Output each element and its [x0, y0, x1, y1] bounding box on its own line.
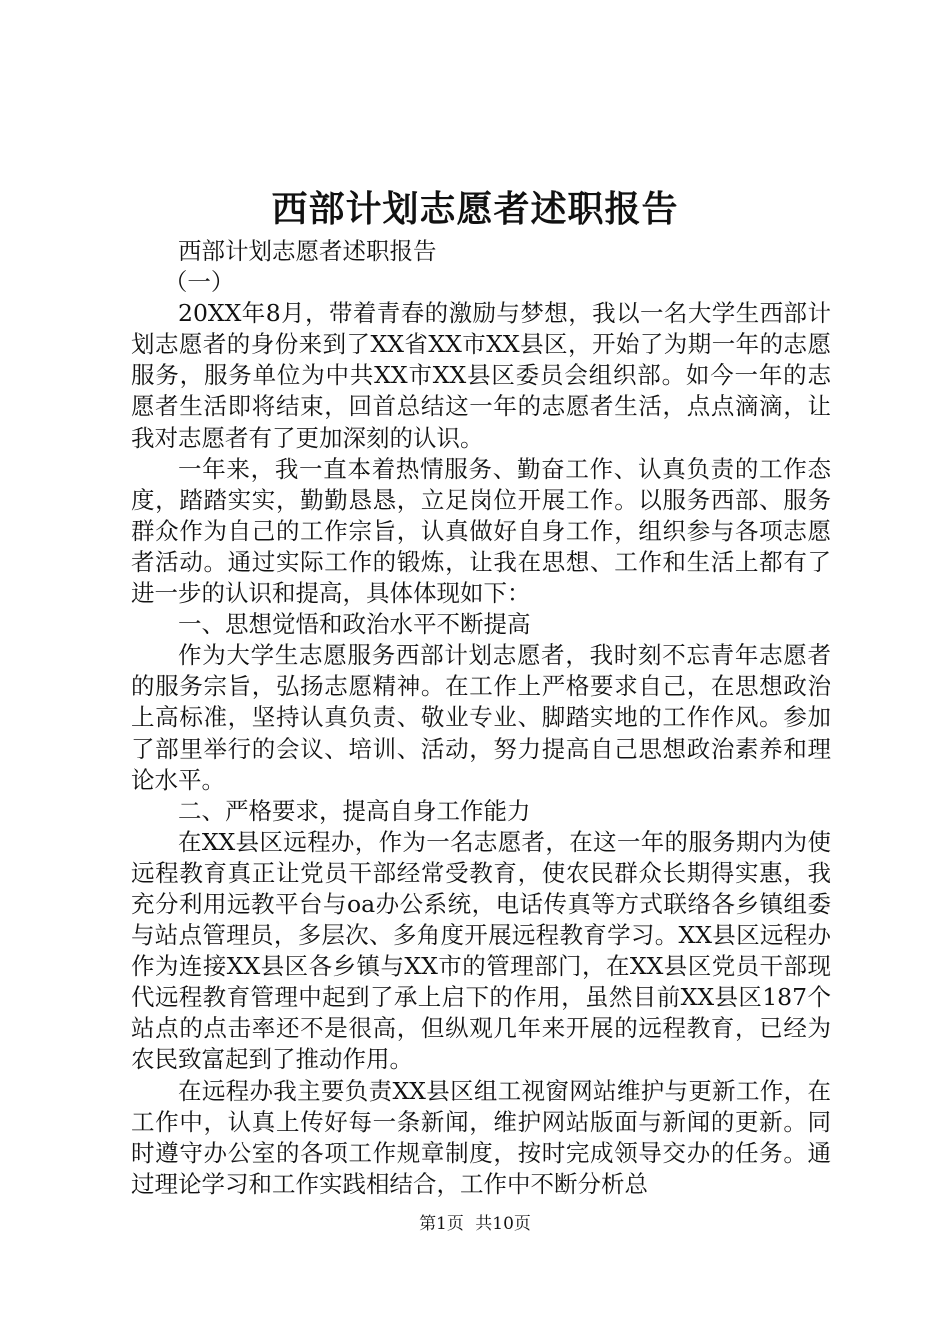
document-body	[131, 236, 831, 1200]
body-paragraph: 20XX年8月，带着青春的激励与梦想，我以一名大学生西部计划志愿者的身份来到了XX省XX市XX县区，开始了为期一年的志愿服务，服务单位为中共XX市XX县区委员会组织部。如今一年的志愿者生活即将结束，回首总结这一年的志愿者生活，点点滴滴，让我对志愿者有了更加深刻的认识。	[131, 299, 831, 452]
body-paragraph: 在XX县区远程办，作为一名志愿者，在这一年的服务期内为使远程教育真正让党员干部经常受教育，使农民群众长期得实惠，我充分利用远教平台与oa办公系统，电话传真等方式联络各乡镇组委与站点管理员，多层次、多角度开展远程教育学习。XX县区远程办作为连接XX县区各乡镇与XX市的管理部门，在XX县区党员干部现代远程教育管理中起到了承上启下的作用，虽然目前XX县区187个站点的点击率还不是很高，但纵观几年来开展的远程教育，已经为农民致富起到了推动作用。	[131, 827, 831, 1074]
body-paragraph: 在远程办我主要负责XX县区组工视窗网站维护与更新工作，在工作中，认真上传好每一条新闻，维护网站版面与新闻的更新。同时遵守办公室的各项工作规章制度，按时完成领导交办的任务。通过理论学习和工作实践相结合，工作中不断分析总	[131, 1076, 831, 1198]
page-number: 第1页	[419, 1214, 464, 1234]
page-footer	[0, 1212, 950, 1236]
section-heading: 二、严格要求，提高自身工作能力	[178, 796, 531, 825]
section-number: （一）	[163, 268, 235, 297]
document-title: 西部计划志愿者述职报告	[271, 188, 679, 230]
page-total: 共10页	[475, 1214, 531, 1234]
subtitle-paragraph: 西部计划志愿者述职报告	[178, 237, 437, 265]
body-paragraph: 一年来，我一直本着热情服务、勤奋工作、认真负责的工作态度，踏踏实实，勤勤恳恳，立足岗位开展工作。以服务西部、服务群众作为自己的工作宗旨，认真做好自身工作，组织参与各项志愿者活动。通过实际工作的锻炼，让我在思想、工作和生活上都有了进一步的认识和提高，具体体现如下：	[131, 454, 831, 608]
body-paragraph: 作为大学生志愿服务西部计划志愿者，我时刻不忘青年志愿者的服务宗旨，弘扬志愿精神。在工作上严格要求自己，在思想政治上高标准，坚持认真负责、敬业专业、脚踏实地的工作作风。参加了部里举行的会议、培训、活动，努力提高自己思想政治素养和理论水平。	[131, 641, 831, 794]
section-heading: 一、思想觉悟和政治水平不断提高	[178, 610, 531, 639]
